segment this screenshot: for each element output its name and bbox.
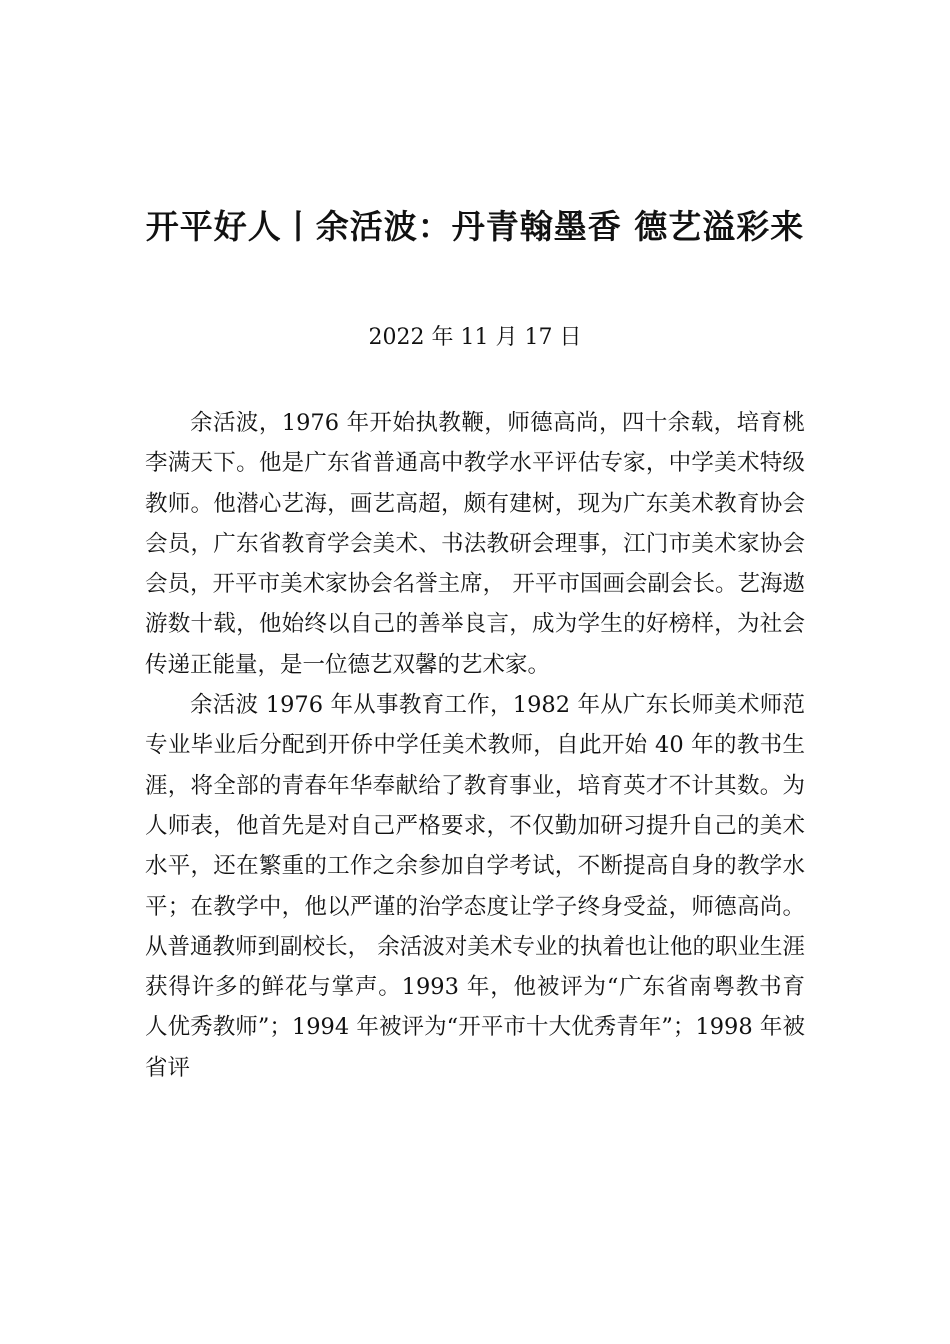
article-body	[145, 403, 805, 1088]
article-title: 开平好人丨余活波：丹青翰墨香 德艺溢彩来	[145, 207, 805, 246]
paragraph: 余活波，1976 年开始执教鞭，师德高尚，四十余载，培育桃李满天下。他是广东省普通高中教学水平评估专家，中学美术特级教师。他潜心艺海，画艺高超，颇有建树，现为广东美术教育协会会员，广东省教育学会美术、书法教研会理事，江门市美术家协会会员，开平市美术家协会名誉主席， 开平市国画会副会长。艺海遨游数十载，他始终以自己的善举良言，成为学生的好榜样，为社会传递正能量，是一位德艺双馨的艺术家。	[145, 410, 805, 678]
publish-date: 2022 年 11 月 17 日	[368, 325, 582, 350]
title-block	[130, 192, 820, 262]
paragraph: 余活波 1976 年从事教育工作，1982 年从广东长师美术师范专业毕业后分配到开侨中学任美术教师，自此开始 40 年的教书生涯，将全部的青春年华奉献给了教育事业，培育英才不计其数。为人师表，他首先是对自己严格要求，不仅勤加研习提升自己的美术水平，还在繁重的工作之余参加自学考试，不断提高自身的教学水平；在教学中，他以严谨的治学态度让学子终身受益，师德高尚。从普通教师到副校长， 余活波对美术专业的执着也让他的职业生涯获得许多的鲜花与掌声。1993 年，他被评为“广东省南粤教书育人优秀教师”；1994 年被评为“开平市十大优秀青年”；1998 年被省评	[145, 692, 805, 1081]
